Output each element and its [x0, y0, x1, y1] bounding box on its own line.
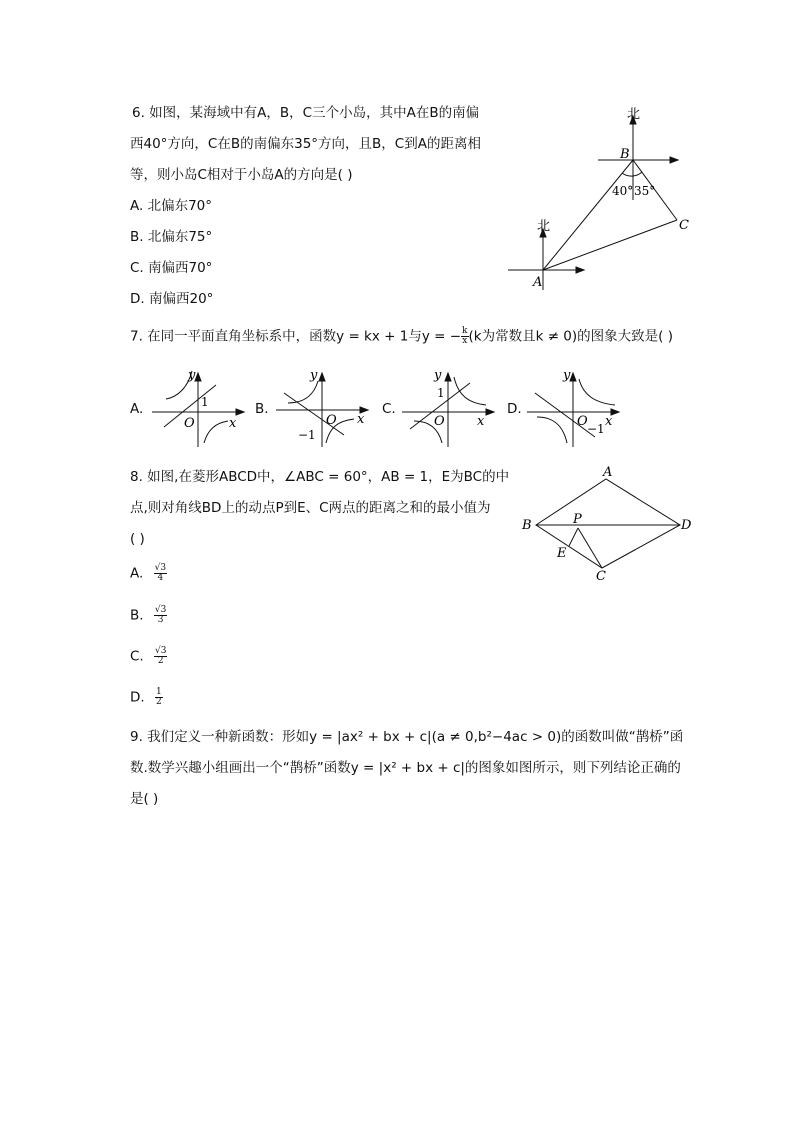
q7a-y-label: y [188, 368, 196, 383]
q7a-x-label: x [229, 416, 237, 431]
q7-option-b-label: B. [255, 401, 269, 417]
q6-line1: 6. 如图，某海域中有A，B，C三个小岛，其中A在B的南偏 [132, 105, 480, 121]
q7c-origin: O [434, 414, 445, 429]
q6-label-c: C [679, 218, 689, 233]
q6-north-label-b: 北 [627, 107, 641, 122]
q8-line1: 8. 如图,在菱形ABCD中，∠ABC = 60°，AB = 1，E为BC的中 [130, 469, 510, 485]
q8-option-a-den: 4 [157, 573, 164, 583]
q7d-tick: −1 [587, 422, 605, 436]
q7d-origin: O [577, 414, 588, 429]
q8-rhombus-figure [515, 462, 700, 587]
q8-option-a-label: A. [130, 565, 144, 582]
q8-option-b-frac [154, 606, 167, 625]
q7-stem-part2: (k为常数且k ≠ 0)的图象大致是( ) [468, 328, 673, 345]
q8-label-a: A [603, 465, 613, 480]
q8-label-e: E [557, 546, 567, 561]
q8-option-c-num: √3 [155, 646, 167, 656]
q7-stem-part1: 7. 在同一平面直角坐标系中，函数y = kx + 1与y = − [130, 328, 462, 345]
q8-option-d-frac [155, 688, 163, 707]
q8-option-b-den: 3 [157, 615, 164, 625]
q7d-x-label: x [605, 414, 613, 429]
q8-option-b-label: B. [130, 607, 144, 624]
q7c-y-label: y [434, 368, 442, 383]
q8-option-d-den: 2 [155, 697, 162, 707]
q8-option-d-num: 1 [155, 687, 162, 697]
q7-graph-d [525, 365, 625, 450]
q8-option-b [130, 606, 167, 625]
q7-fraction [461, 327, 468, 346]
q8-option-b-num: √3 [154, 605, 167, 615]
q8-option-d-label: D. [130, 689, 145, 706]
q6-angle-35: 35° [634, 184, 656, 198]
q8-option-a-num: √3 [154, 563, 167, 573]
q6-option-c: C. 南偏西70° [130, 260, 213, 276]
q7-frac-num: k [462, 326, 468, 336]
q7-option-a-label: A. [130, 401, 144, 417]
q7a-origin: O [184, 416, 195, 431]
q7-option-d-label: D. [507, 401, 522, 417]
q7a-tick: 1 [201, 395, 209, 409]
q6-line2: 西40°方向，C在B的南偏东35°方向，且B，C到A的距离相 [130, 136, 481, 152]
q8-option-a [130, 564, 167, 583]
q6-label-a: A [533, 275, 543, 290]
q8-option-a-frac [154, 564, 167, 583]
q8-option-c-den: 2 [157, 656, 164, 666]
q8-label-b: B [522, 518, 532, 533]
q6-angle-40: 40° [612, 184, 634, 198]
q8-label-c: C [596, 569, 606, 584]
q7-option-c-label: C. [382, 401, 396, 417]
q7-graph-a [150, 365, 250, 450]
q9-line2: 数.数学兴趣小组画出一个“鹊桥”函数y = |x² + bx + c|的图象如图所示，则下列结论正确的 [130, 760, 681, 776]
q7b-origin: O [326, 413, 337, 428]
q6-option-a: A. 北偏东70° [130, 198, 213, 214]
q9-line3: 是( ) [130, 791, 159, 807]
q7b-x-label: x [357, 412, 365, 427]
q7b-y-label: y [310, 368, 318, 383]
q8-option-c-frac [154, 647, 167, 666]
q8-label-d: D [681, 518, 692, 533]
q8-line3: ( ) [130, 531, 145, 547]
q8-line2: 点,则对角线BD上的动点P到E、C两点的距离之和的最小值为 [130, 500, 491, 516]
q7d-y-label: y [563, 368, 571, 383]
q6-option-d: D. 南偏西20° [130, 291, 214, 307]
q6-figure [500, 100, 700, 295]
q8-option-d [130, 688, 163, 707]
q6-north-label-a: 北 [537, 219, 551, 234]
q6-line3: 等，则小岛C相对于小岛A的方向是( ) [130, 167, 353, 183]
q7-stem [130, 327, 673, 346]
q8-option-c [130, 647, 167, 666]
q7-graph-c [400, 365, 500, 450]
q7c-tick: 1 [437, 386, 445, 400]
q6-option-b: B. 北偏东75° [130, 229, 213, 245]
q8-option-c-label: C. [130, 648, 144, 665]
q8-label-p: P [573, 512, 582, 527]
q7-graph-b [274, 365, 374, 450]
q6-label-b: B [620, 147, 630, 162]
q7c-x-label: x [477, 414, 485, 429]
q9-line1: 9. 我们定义一种新函数：形如y = |ax² + bx + c|(a ≠ 0,b²−4ac > 0)的函数叫做“鹊桥”函 [130, 729, 684, 745]
q7b-tick: −1 [298, 428, 316, 442]
q7-frac-den: x [462, 336, 468, 346]
